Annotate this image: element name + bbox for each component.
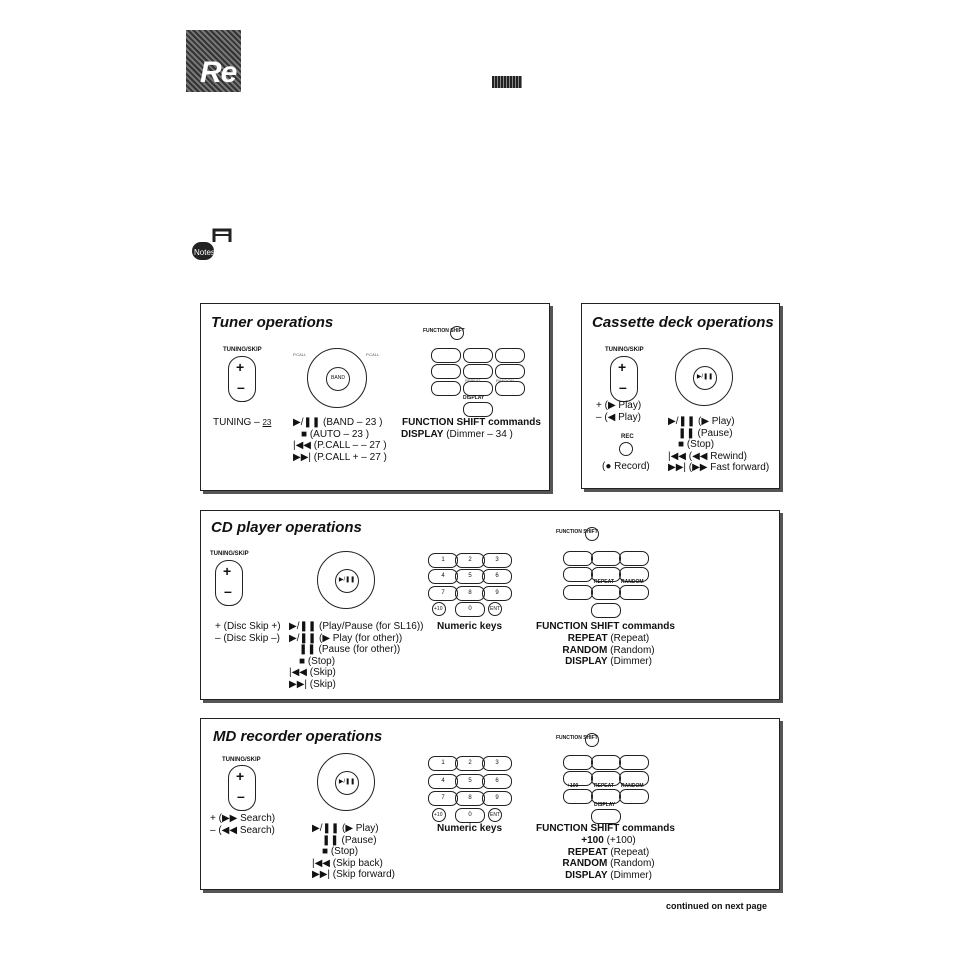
header-mark [492, 76, 522, 88]
cd-title: CD player operations [211, 519, 362, 536]
tuner-display-key[interactable] [463, 402, 493, 417]
md-fs-key-label-100: +100 [567, 783, 579, 789]
md-numkey-1[interactable]: 1 [428, 756, 458, 771]
tuner-dial-label-right: P.CALL [366, 352, 380, 357]
cassette-lines: ▶/❚❚ (▶ Play) ❚❚ (Pause) ■ (Stop) |◀◀ (◀◀ Rewind) ▶▶| (▶▶ Fast forward) [668, 416, 770, 474]
tuner-dial-center[interactable]: BAND [326, 367, 350, 391]
cd-fs-key-repeat[interactable] [591, 585, 621, 600]
cd-numkey-0[interactable]: 0 [455, 602, 485, 617]
cd-fs-key-3[interactable] [619, 551, 649, 566]
tuner-key-3[interactable] [495, 348, 525, 363]
cd-fs-key-2[interactable] [591, 551, 621, 566]
tuner-key-4[interactable] [431, 364, 461, 379]
md-fs-key-display[interactable] [591, 809, 621, 824]
md-fs-key-label-random: RANDOM [621, 783, 644, 789]
tuner-title: Tuner operations [211, 314, 334, 331]
tuner-fs-display: DISPLAY (Dimmer – 34 ) [401, 429, 513, 440]
tuner-key-6[interactable] [495, 364, 525, 379]
cassette-panel [581, 303, 780, 489]
md-fs-lines: +100 (+100) REPEAT (Repeat) RANDOM (Random) DISPLAY (Dimmer) [562, 835, 655, 881]
tuner-key-1[interactable] [431, 348, 461, 363]
tuner-panel [200, 303, 550, 491]
cd-numkey-ent[interactable]: ENT [488, 602, 502, 616]
md-numkey-2[interactable]: 2 [455, 756, 485, 771]
md-skip-lines: + (▶▶ Search) – (◀◀ Search) [210, 813, 276, 836]
tuner-fs-label: FUNCTION SHIFT [423, 328, 465, 334]
cd-skip-label: TUNING/SKIP [210, 551, 249, 557]
cassette-rec-label: REC [621, 434, 634, 440]
cd-fs-key-label-repeat: REPEAT [594, 579, 614, 585]
md-title: MD recorder operations [213, 728, 383, 745]
cassette-dial[interactable] [675, 348, 733, 406]
tuner-key-label-random: RANDOM [496, 378, 514, 383]
svg-text:Notes: Notes [194, 248, 215, 257]
md-fs-label: FUNCTION SHIFT [556, 735, 598, 741]
cd-numkey-2[interactable]: 2 [455, 553, 485, 568]
cassette-rec-line: (● Record) [602, 461, 650, 472]
tuner-key-label-repeat: REPEAT [465, 378, 481, 383]
md-numkey-8[interactable]: 8 [455, 791, 485, 806]
md-dial-center[interactable]: ▶/❚❚ [335, 771, 359, 795]
md-skip-button[interactable]: + – [228, 765, 256, 811]
tuner-tuning-ref: TUNING – 23 [213, 417, 272, 428]
cd-fs-key-7[interactable] [563, 585, 593, 600]
tuner-dial-label-left: P.CALL [293, 352, 307, 357]
md-dial[interactable] [317, 753, 375, 811]
md-numkey-ent[interactable]: ENT [488, 808, 502, 822]
tuner-display-key-label: DISPLAY [463, 395, 485, 401]
md-numkey-0[interactable]: 0 [455, 808, 485, 823]
cassette-skip-lines: + (▶ Play) – (◀ Play) [596, 400, 642, 423]
md-fs-key-2[interactable] [591, 755, 621, 770]
md-panel [200, 718, 780, 890]
cassette-rec-button[interactable] [619, 442, 633, 456]
cd-panel [200, 510, 780, 700]
md-numkey-9[interactable]: 9 [482, 791, 512, 806]
cd-fs-key-display[interactable] [591, 603, 621, 618]
md-numkeys-label: Numeric keys [437, 823, 503, 834]
cd-lines: ▶/❚❚ (Play/Pause (for SL16)) ▶/❚❚ (▶ Play (for other)) ❚❚ (Pause (for other)) ■ (Stop) |◀◀ (Skip) ▶▶| (Skip) [289, 621, 424, 690]
cassette-skip-label: TUNING/SKIP [605, 347, 644, 353]
cd-fs-title: FUNCTION SHIFT commands [536, 621, 675, 632]
tuner-key-7[interactable] [431, 381, 461, 396]
tuner-dial[interactable] [307, 348, 367, 408]
md-numkey-plus10[interactable]: +10 [432, 808, 446, 822]
cd-numkey-8[interactable]: 8 [455, 586, 485, 601]
md-fs-button[interactable] [585, 733, 599, 747]
tuner-key-8[interactable] [463, 381, 493, 396]
continued-footer: continued on next page [666, 901, 768, 911]
cd-fs-button[interactable] [585, 527, 599, 541]
md-numkey-5[interactable]: 5 [455, 774, 485, 789]
cd-skip-lines: + (Disc Skip +) – (Disc Skip –) [215, 621, 281, 644]
cd-numkey-1[interactable]: 1 [428, 553, 458, 568]
cd-fs-label: FUNCTION SHIFT [556, 529, 598, 535]
md-fs-key-3[interactable] [619, 755, 649, 770]
md-numkey-6[interactable]: 6 [482, 774, 512, 789]
tuner-fs-button[interactable] [450, 326, 464, 340]
md-fs-key-label-repeat: REPEAT [594, 783, 614, 789]
cd-skip-button[interactable]: + – [215, 560, 243, 606]
md-numkey-4[interactable]: 4 [428, 774, 458, 789]
md-fs-title: FUNCTION SHIFT commands [536, 823, 675, 834]
cd-numkey-3[interactable]: 3 [482, 553, 512, 568]
cassette-title: Cassette deck operations [592, 314, 774, 331]
cd-fs-key-random[interactable] [619, 585, 649, 600]
cd-numkey-7[interactable]: 7 [428, 586, 458, 601]
cd-dial[interactable] [317, 551, 375, 609]
md-fs-key-1[interactable] [563, 755, 593, 770]
cd-numkey-6[interactable]: 6 [482, 569, 512, 584]
md-skip-label: TUNING/SKIP [222, 757, 261, 763]
md-fs-key-random[interactable] [619, 789, 649, 804]
tuner-key-2[interactable] [463, 348, 493, 363]
tuner-skip-label: TUNING/SKIP [223, 347, 262, 353]
md-numkey-7[interactable]: 7 [428, 791, 458, 806]
cd-fs-key-4[interactable] [563, 567, 593, 582]
tuner-key-5[interactable] [463, 364, 493, 379]
tuner-key-9[interactable] [495, 381, 525, 396]
notes-icon [190, 228, 234, 262]
header-logo-text: Re [200, 56, 237, 89]
cd-numkey-9[interactable]: 9 [482, 586, 512, 601]
cd-fs-lines: REPEAT (Repeat) RANDOM (Random) DISPLAY (Dimmer) [562, 633, 655, 668]
cassette-dial-center[interactable]: ▶/❚❚ [693, 366, 717, 390]
cd-numkeys-label: Numeric keys [437, 621, 503, 632]
cd-numkey-plus10[interactable]: +10 [432, 602, 446, 616]
cd-numkey-5[interactable]: 5 [455, 569, 485, 584]
tuner-lines: ▶/❚❚ (BAND – 23 ) ■ (AUTO – 23 ) |◀◀ (P.CALL – – 27 ) ▶▶| (P.CALL + – 27 ) [293, 417, 387, 463]
md-numkey-3[interactable]: 3 [482, 756, 512, 771]
cd-fs-key-label-random: RANDOM [621, 579, 644, 585]
md-fs-key-label-display: DISPLAY [594, 802, 616, 808]
md-fs-key-100[interactable] [563, 789, 593, 804]
md-lines: ▶/❚❚ (▶ Play) ❚❚ (Pause) ■ (Stop) |◀◀ (Skip back) ▶▶| (Skip forward) [312, 823, 395, 881]
tuning-skip-button[interactable]: + – [228, 356, 256, 402]
tuner-fs-title: FUNCTION SHIFT commands [402, 417, 541, 428]
cd-fs-key-1[interactable] [563, 551, 593, 566]
cassette-skip-button[interactable]: + – [610, 356, 638, 402]
header-logo [186, 30, 241, 92]
cd-numkey-4[interactable]: 4 [428, 569, 458, 584]
cd-dial-center[interactable]: ▶/❚❚ [335, 569, 359, 593]
